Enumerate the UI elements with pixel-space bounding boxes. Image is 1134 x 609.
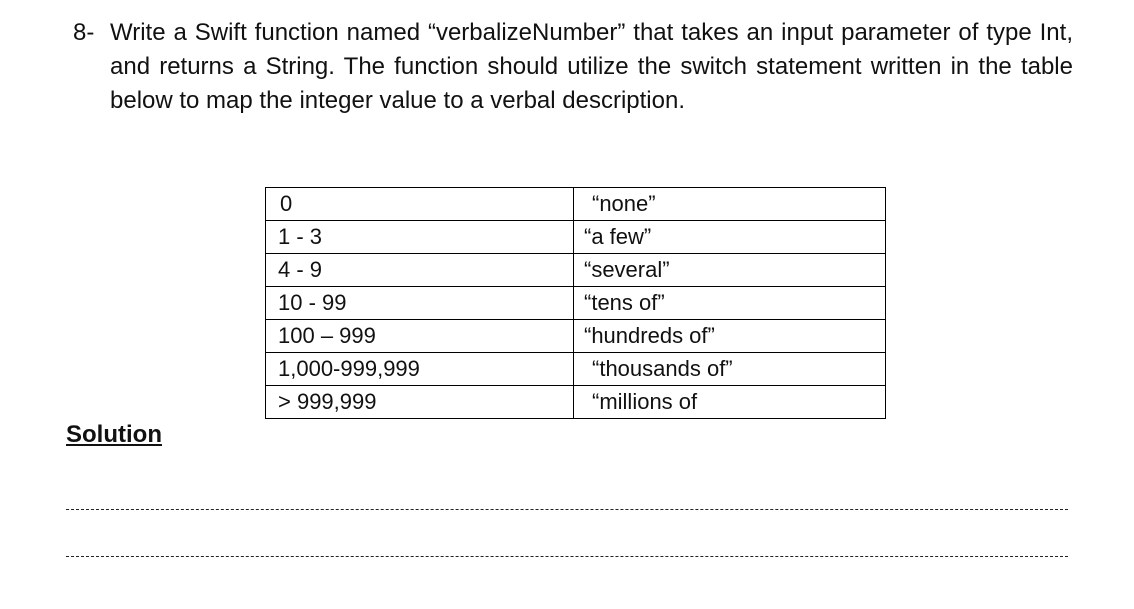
answer-line xyxy=(66,556,1068,557)
range-cell: 10 - 99 xyxy=(266,287,574,320)
description-cell: “thousands of” xyxy=(574,353,886,386)
range-cell: 4 - 9 xyxy=(266,254,574,287)
range-cell: 0 xyxy=(266,188,574,221)
answer-line xyxy=(66,509,1068,510)
description-cell: “a few” xyxy=(574,221,886,254)
table-row xyxy=(266,221,886,254)
table-row xyxy=(266,353,886,386)
range-cell: 1 - 3 xyxy=(266,221,574,254)
table-row xyxy=(266,188,886,221)
question-block xyxy=(73,16,1073,118)
question-text: Write a Swift function named “verbalizeNumber” that takes an input parameter of type Int, and returns a String. The function should utilize the switch statement written in the table below to map the integer value to a verbal description. xyxy=(110,19,1073,114)
description-cell: “millions of xyxy=(574,386,886,419)
description-cell: “tens of” xyxy=(574,287,886,320)
range-cell: > 999,999 xyxy=(266,386,574,419)
range-cell: 100 – 999 xyxy=(266,320,574,353)
mapping-table xyxy=(265,187,886,419)
question-number: 8- xyxy=(73,19,95,46)
description-cell: “none” xyxy=(574,188,886,221)
table-row xyxy=(266,254,886,287)
table-row xyxy=(266,287,886,320)
description-cell: “hundreds of” xyxy=(574,320,886,353)
solution-heading: Solution xyxy=(66,421,162,448)
range-cell: 1,000-999,999 xyxy=(266,353,574,386)
table-row xyxy=(266,386,886,419)
description-cell: “several” xyxy=(574,254,886,287)
table-row xyxy=(266,320,886,353)
